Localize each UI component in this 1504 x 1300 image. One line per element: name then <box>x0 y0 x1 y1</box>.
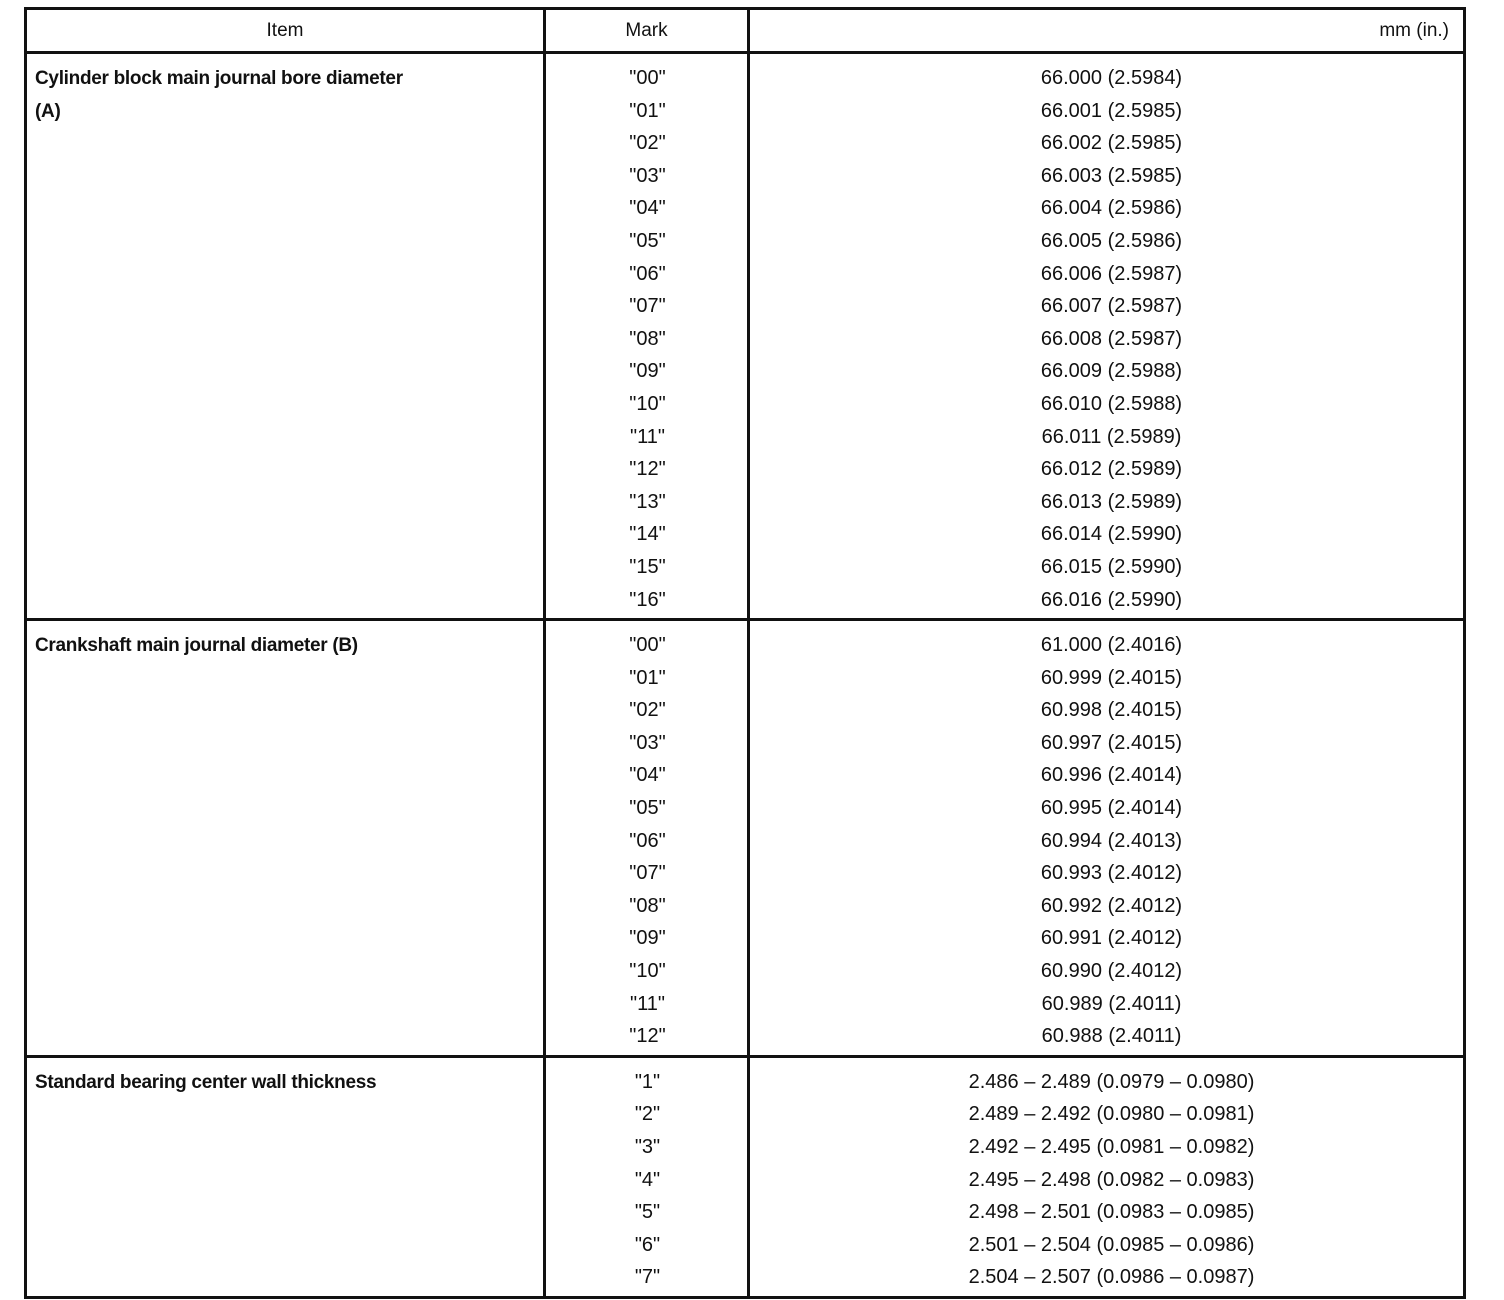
measurement-value: 60.992 (2.4012) <box>1040 894 1183 917</box>
value-cell <box>749 53 1465 620</box>
measurement-value: 66.009 (2.5988) <box>1040 360 1183 383</box>
mark-cell <box>545 1056 749 1297</box>
measurement-value: 66.010 (2.5988) <box>1040 392 1183 415</box>
mark-value: "6" <box>634 1233 661 1256</box>
measurement-value: 66.004 (2.5986) <box>1040 197 1183 220</box>
mark-value: "4" <box>634 1168 661 1191</box>
mark-value: "13" <box>629 490 666 513</box>
spec-section-row <box>26 1056 1465 1297</box>
measurement-value: 2.504 – 2.507 (0.0986 – 0.0987) <box>968 1266 1255 1289</box>
measurement-value: 66.015 (2.5990) <box>1040 555 1183 578</box>
mark-value: "5" <box>634 1201 661 1224</box>
mark-value: "11" <box>630 992 665 1015</box>
measurement-value: 2.495 – 2.498 (0.0982 – 0.0983) <box>968 1168 1255 1191</box>
mark-value: "16" <box>629 588 666 611</box>
mark-value: "09" <box>629 927 666 950</box>
mark-value: "05" <box>629 229 666 252</box>
mark-value: "07" <box>629 295 666 318</box>
mark-value: "7" <box>634 1266 661 1289</box>
measurement-value: 66.006 (2.5987) <box>1040 262 1183 285</box>
measurement-value: 66.002 (2.5985) <box>1040 132 1183 155</box>
header-item: Item <box>26 9 545 53</box>
mark-value: "03" <box>629 164 666 187</box>
measurement-value: 66.003 (2.5985) <box>1040 164 1183 187</box>
table-header-row <box>26 9 1465 53</box>
mark-value: "05" <box>629 797 666 820</box>
mark-value: "04" <box>629 764 666 787</box>
measurement-value: 66.013 (2.5989) <box>1040 490 1183 513</box>
spec-section-row <box>26 53 1465 620</box>
measurement-value: 2.489 – 2.492 (0.0980 – 0.0981) <box>968 1103 1255 1126</box>
measurement-value: 66.001 (2.5985) <box>1040 99 1183 122</box>
mark-value: "01" <box>629 666 666 689</box>
mark-value: "11" <box>630 425 665 448</box>
mark-value: "03" <box>629 731 666 754</box>
mark-value: "10" <box>629 960 666 983</box>
mark-value: "00" <box>629 634 666 657</box>
mark-value: "12" <box>629 1025 666 1048</box>
measurement-value: 60.988 (2.4011) <box>1041 1025 1182 1048</box>
item-cell <box>26 53 545 620</box>
header-mark: Mark <box>545 9 749 53</box>
mark-value: "04" <box>629 197 666 220</box>
measurement-value: 66.008 (2.5987) <box>1040 327 1183 350</box>
mark-value: "10" <box>629 392 666 415</box>
measurement-value: 60.990 (2.4012) <box>1040 960 1183 983</box>
value-cell <box>749 1056 1465 1297</box>
mark-value: "07" <box>629 862 666 885</box>
measurement-value: 60.998 (2.4015) <box>1040 699 1183 722</box>
measurement-value: 2.486 – 2.489 (0.0979 – 0.0980) <box>968 1070 1255 1093</box>
mark-value: "00" <box>629 67 666 89</box>
measurement-value: 60.991 (2.4012) <box>1040 927 1183 950</box>
mark-value: "06" <box>629 262 666 285</box>
measurement-value: 60.996 (2.4014) <box>1040 764 1183 787</box>
mark-value: "08" <box>629 327 666 350</box>
measurement-value: 66.007 (2.5987) <box>1040 295 1183 318</box>
measurement-value: 60.989 (2.4011) <box>1041 992 1182 1015</box>
mark-value: "02" <box>629 699 666 722</box>
measurement-value: 60.999 (2.4015) <box>1040 666 1183 689</box>
mark-cell <box>545 53 749 620</box>
mark-value: "3" <box>634 1136 661 1158</box>
mark-value: "1" <box>634 1070 661 1093</box>
table-body <box>26 53 1465 1298</box>
measurement-value: 60.993 (2.4012) <box>1040 862 1183 885</box>
measurement-value: 61.000 (2.4016) <box>1040 634 1183 657</box>
header-unit: mm (in.) <box>749 9 1465 53</box>
measurement-value: 66.011 (2.5989) <box>1041 425 1182 448</box>
item-cell <box>26 1056 545 1297</box>
measurement-value: 60.997 (2.4015) <box>1040 731 1183 754</box>
item-label: Crankshaft main journal diameter (B) <box>35 635 358 657</box>
mark-value: "12" <box>629 458 666 481</box>
mark-value: "08" <box>629 894 666 917</box>
measurement-value: 66.012 (2.5989) <box>1040 458 1183 481</box>
measurement-value: 60.994 (2.4013) <box>1040 829 1183 852</box>
measurement-value: 66.005 (2.5986) <box>1040 229 1183 252</box>
mark-value: "01" <box>629 99 666 122</box>
measurement-value: 66.016 (2.5990) <box>1040 588 1183 611</box>
mark-cell <box>545 620 749 1057</box>
mark-value: "06" <box>629 829 666 852</box>
value-cell <box>749 620 1465 1057</box>
measurement-value: 2.501 – 2.504 (0.0985 – 0.0986) <box>968 1233 1255 1256</box>
mark-value: "02" <box>629 132 666 155</box>
mark-value: "2" <box>634 1103 661 1126</box>
mark-value: "09" <box>629 360 666 383</box>
item-label: Cylinder block main journal bore diameter (A) <box>35 68 403 122</box>
item-label: Standard bearing center wall thickness <box>35 1071 377 1093</box>
item-cell <box>26 620 545 1057</box>
measurement-value: 66.000 (2.5984) <box>1040 67 1183 89</box>
spec-section-row <box>26 620 1465 1057</box>
mark-value: "15" <box>629 555 666 578</box>
measurement-value: 60.995 (2.4014) <box>1040 797 1183 820</box>
measurement-value: 66.014 (2.5990) <box>1040 523 1183 546</box>
spec-table <box>24 7 1466 1299</box>
measurement-value: 2.498 – 2.501 (0.0983 – 0.0985) <box>968 1201 1255 1224</box>
measurement-value: 2.492 – 2.495 (0.0981 – 0.0982) <box>968 1136 1255 1158</box>
mark-value: "14" <box>629 523 666 546</box>
